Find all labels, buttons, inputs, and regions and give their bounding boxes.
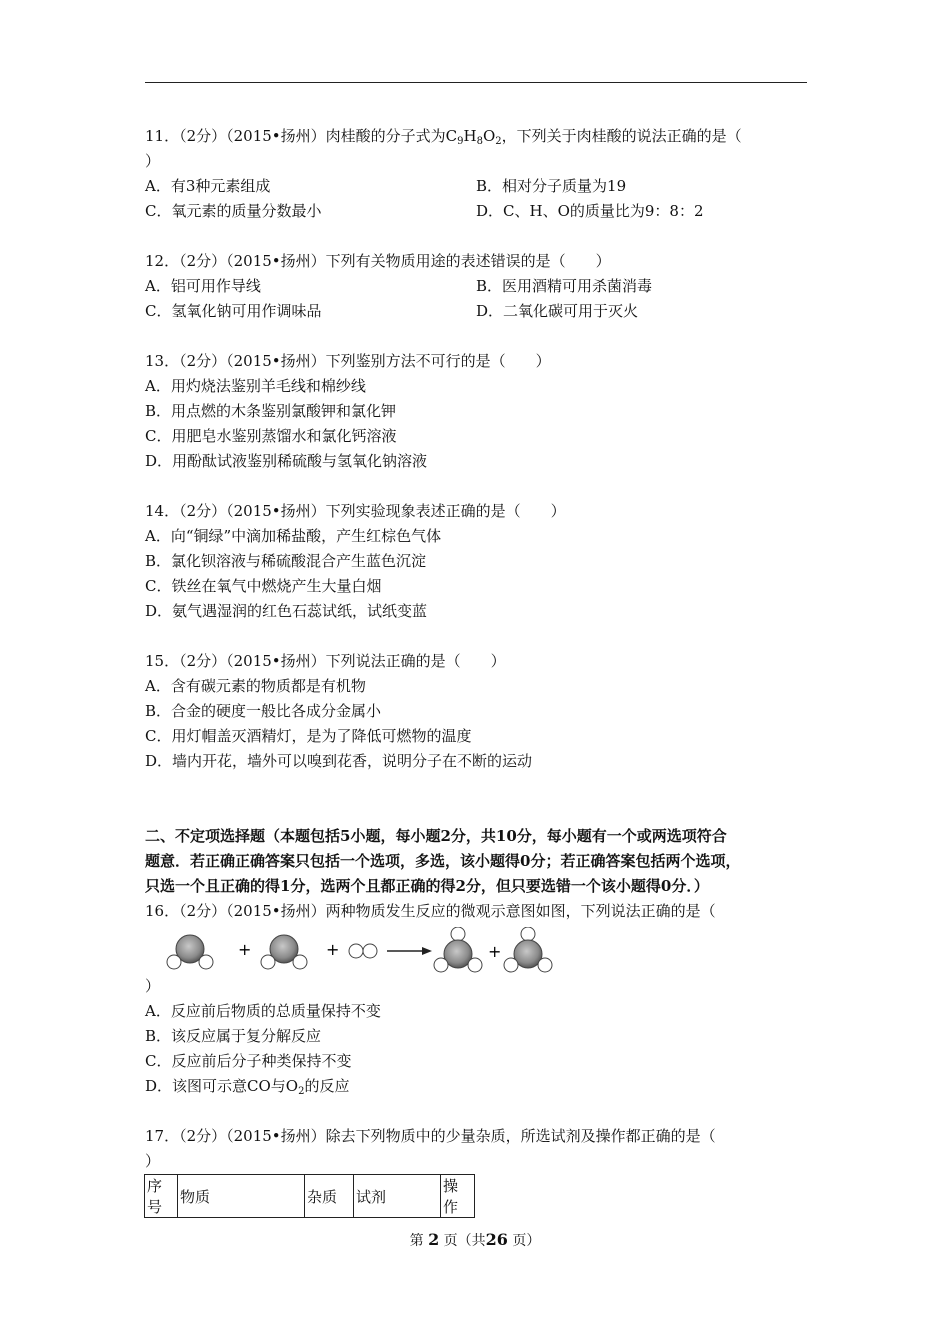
q16-stem-cont: ）: [145, 977, 161, 995]
q14-option-d: D．氨气遇湿润的红色石蕊试纸，试纸变蓝: [145, 602, 428, 620]
q17-stem: 17．（2分）（2015•扬州）除去下列物质中的少量杂质，所选试剂及操作都正确的是（: [145, 1127, 716, 1145]
q11-option-d: D．C、H、O的质量比为9：8：2: [476, 202, 704, 220]
q16-option-b: B．该反应属于复分解反应: [145, 1027, 322, 1045]
section2-line1: 二、不定项选择题（本题包括5小题，每小题2分，共10分，每小题有一个或两选项符合: [145, 827, 727, 845]
page-number: 2: [428, 1230, 440, 1249]
q11-stem-cont: ）: [145, 152, 161, 170]
q14-option-b: B．氯化钡溶液与稀硫酸混合产生蓝色沉淀: [145, 552, 427, 570]
product-molecule-1: [434, 927, 482, 972]
q17-table: [144, 1174, 475, 1218]
page-total: 26: [485, 1230, 508, 1249]
q16-option-a: A．反应前后物质的总质量保持不变: [145, 1002, 381, 1020]
table-header-cell: 物质: [178, 1175, 305, 1218]
plus-sign-1: +: [238, 940, 252, 959]
q15-stem: 15．（2分）（2015•扬州）下列说法正确的是（ ）: [145, 652, 506, 670]
q14-option-a: A．向“铜绿”中滴加稀盐酸，产生红棕色气体: [145, 527, 442, 545]
q15-option-b: B．合金的硬度一般比各成分金属小: [145, 702, 382, 720]
reaction-arrow-icon: [387, 947, 432, 955]
reaction-diagram: [160, 927, 570, 977]
section2-line2: 题意．若正确正确答案只包括一个选项，多选，该小题得0分；若正确答案包括两个选项，: [145, 852, 741, 870]
q12-option-d: D．二氧化碳可用于灭火: [476, 302, 639, 320]
q13-option-a: A．用灼烧法鉴别羊毛线和棉纱线: [145, 377, 366, 395]
q13-option-d: D．用酚酞试液鉴别稀硫酸与氢氧化钠溶液: [145, 452, 428, 470]
plus-sign-3: +: [488, 942, 502, 961]
product-molecule-2: [504, 927, 552, 972]
q13-option-b: B．用点燃的木条鉴别氯酸钾和氯化钾: [145, 402, 397, 420]
q11-option-c: C．氧元素的质量分数最小: [145, 202, 322, 220]
plus-sign-2: +: [326, 940, 340, 959]
q13-stem: 13．（2分）（2015•扬州）下列鉴别方法不可行的是（ ）: [145, 352, 551, 370]
q11-option-a: A．有3种元素组成: [145, 177, 271, 195]
table-header-cell: 序号: [145, 1175, 178, 1218]
q17-stem-cont: ）: [145, 1152, 161, 1170]
q16-option-d: D．该图可示意CO与$O_2$的反应: [145, 1077, 350, 1097]
q15-option-c: C．用灯帽盖灭酒精灯，是为了降低可燃物的温度: [145, 727, 472, 745]
reactant-molecule-1: [167, 935, 213, 969]
header-rule: [145, 82, 807, 83]
table-header-cell: 试剂: [354, 1175, 441, 1218]
table-header-cell: 杂质: [305, 1175, 354, 1218]
q16-stem: 16．（2分）（2015•扬州）两种物质发生反应的微观示意图如图，下列说法正确的是（: [145, 902, 716, 920]
q11-stem: 11．（2分）（2015•扬州）肉桂酸的分子式为$C_9H_8O_2$，下列关于肉桂酸的说法正确的是（: [145, 127, 742, 147]
q14-stem: 14．（2分）（2015•扬州）下列实验现象表述正确的是（ ）: [145, 502, 566, 520]
q11-option-b: B．相对分子质量为19: [476, 177, 627, 195]
q15-option-a: A．含有碳元素的物质都是有机物: [145, 677, 366, 695]
q12-option-c: C．氢氧化钠可用作调味品: [145, 302, 322, 320]
q12-option-a: A．铝可用作导线: [145, 277, 261, 295]
q12-option-b: B．医用酒精可用杀菌消毒: [476, 277, 653, 295]
table-header-row: [145, 1175, 475, 1218]
q14-option-c: C．铁丝在氧气中燃烧产生大量白烟: [145, 577, 382, 595]
reactant-molecule-2: [261, 935, 307, 969]
section2-line3: 只选一个且正确的得1分，选两个且都正确的得2分，但只要选错一个该小题得0分．）: [145, 877, 709, 895]
page-footer: 第 2 页（共26 页）: [409, 1230, 541, 1249]
table-header-cell: 操作: [441, 1175, 475, 1218]
q16-option-c: C．反应前后分子种类保持不变: [145, 1052, 352, 1070]
q13-option-c: C．用肥皂水鉴别蒸馏水和氯化钙溶液: [145, 427, 397, 445]
q15-option-d: D．墙内开花，墙外可以嗅到花香，说明分子在不断的运动: [145, 752, 533, 770]
reactant-molecule-3: [349, 944, 377, 958]
q12-stem: 12．（2分）（2015•扬州）下列有关物质用途的表述错误的是（ ）: [145, 252, 611, 270]
